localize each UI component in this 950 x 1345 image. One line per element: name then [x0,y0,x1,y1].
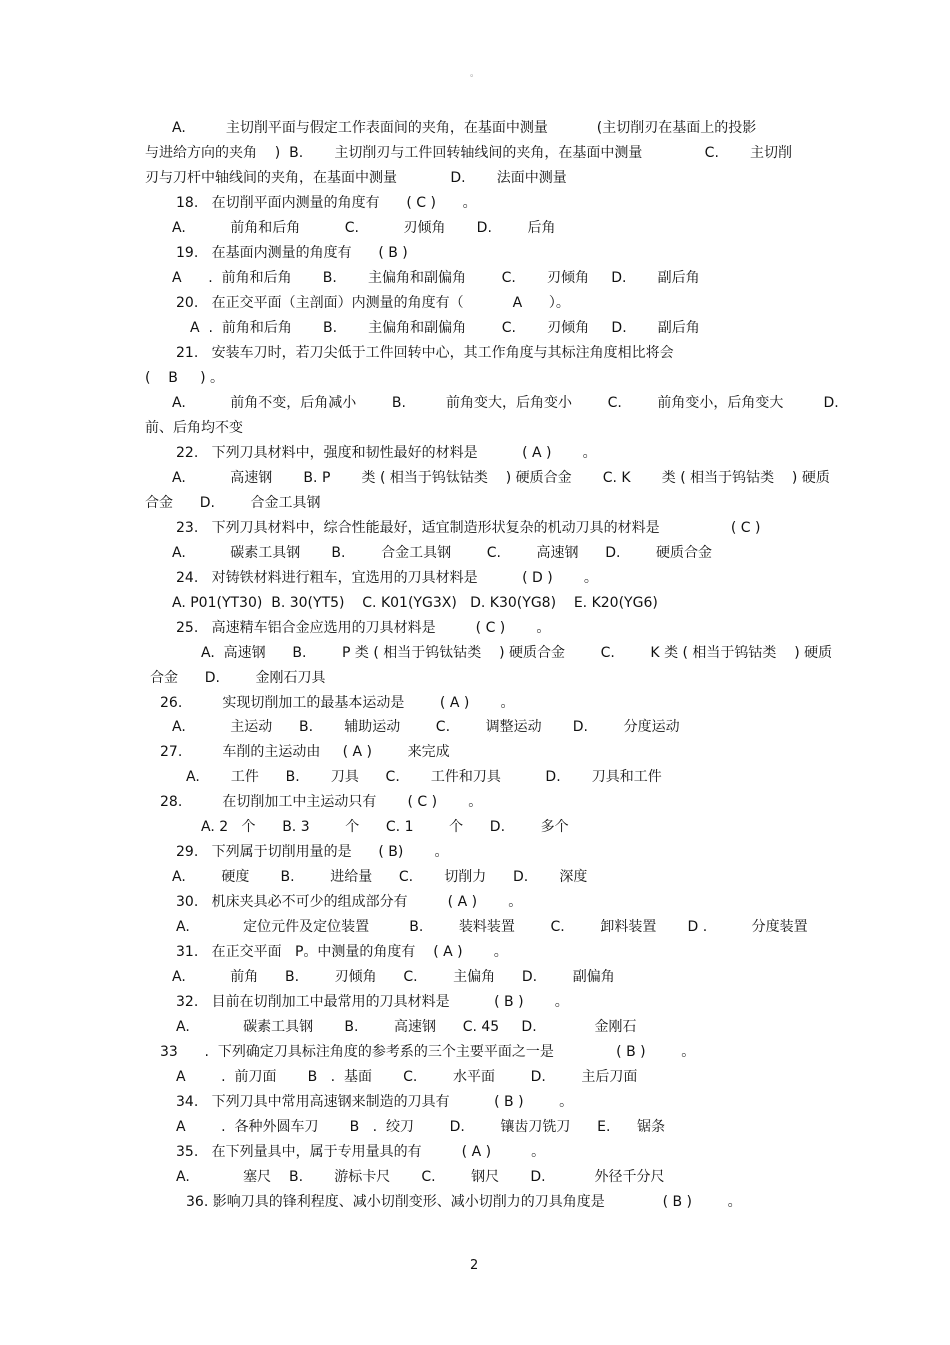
text-line: A. 前角和后角 C. 刃倾角 D. 后角 [172,220,556,236]
text-line: A . 各种外圆车刀 B . 绞刀 D. 镶齿刀铣刀 E. 锯条 [176,1119,666,1135]
text-line: A. 主切削平面与假定工作表面间的夹角，在基面中测量 (主切削刃在基面上的投影 [172,120,757,136]
text-line: 合金 D. 金刚石刀具 [150,670,326,686]
text-line: 合金 D. 合金工具钢 [145,495,321,511]
text-line: A. 2 个 B. 3 个 C. 1 个 D. 多个 [201,819,569,835]
text-line: 30. 机床夹具必不可少的组成部分有 ( A ) 。 [176,894,523,910]
text-line: 20. 在正交平面（主剖面）内测量的角度有（ A ）。 [176,295,570,311]
text-line: A. 高速钢 B. P 类 ( 相当于钨钛钴类 ) 硬质合金 C. K 类 ( 相当于钨钴类 ) 硬质 [201,645,833,661]
text-line: A. 硬度 B. 进给量 C. 切削力 D. 深度 [172,869,588,885]
text-line: 18. 在切削平面内测量的角度有 ( C ) 。 [176,195,477,211]
header-mark: 。 [470,69,480,79]
text-line: 32. 目前在切削加工中最常用的刀具材料是 ( B ) 。 [176,994,569,1010]
text-line: 22. 下列刀具材料中，强度和韧性最好的材料是 ( A ) 。 [176,445,597,461]
text-line: 26. 实现切削加工的最基本运动是 ( A ) 。 [160,695,515,711]
text-line: 与进给方向的夹角 ) B. 主切削刃与工件回转轴线间的夹角，在基面中测量 C. 主切削 [145,145,793,161]
text-line: A . 前角和后角 B. 主偏角和副偏角 C. 刃倾角 D. 副后角 [190,320,700,336]
text-line: 前、后角均不变 [145,420,243,436]
text-line: 19. 在基面内测量的角度有 ( B ) [176,245,408,261]
page-number: 2 [470,1258,479,1273]
text-line: 31. 在正交平面 P。中测量的角度有 ( A ) 。 [176,944,508,960]
text-line: 34. 下列刀具中常用高速钢来制造的刀具有 ( B ) 。 [176,1094,574,1110]
text-line: 23. 下列刀具材料中，综合性能最好，适宜制造形状复杂的机动刀具的材料是 ( C ) [176,520,761,536]
text-line: 25. 高速精车铝合金应选用的刀具材料是 ( C ) 。 [176,620,551,636]
text-line: 33 . 下列确定刀具标注角度的参考系的三个主要平面之一是 ( B ) 。 [160,1044,696,1060]
text-line: A . 前刀面 B . 基面 C. 水平面 D. 主后刀面 [176,1069,638,1085]
text-line: A. P01(YT30) B. 30(YT5) C. K01(YG3X) D. K30(YG8) E. K20(YG6) [172,595,658,611]
text-line: A. 碳素工具钢 B. 合金工具钢 C. 高速钢 D. 硬质合金 [172,545,713,561]
text-line: 29. 下列属于切削用量的是 ( B) 。 [176,844,449,860]
text-line: 27. 车削的主运动由 ( A ) 来完成 [160,744,450,760]
text-line: 35. 在下列量具中，属于专用量具的有 ( A ) 。 [176,1144,546,1160]
text-line: 28. 在切削加工中主运动只有 ( C ) 。 [160,794,483,810]
text-line: A. 塞尺 B. 游标卡尺 C. 钢尺 D. 外径千分尺 [176,1169,665,1185]
text-line: A. 工件 B. 刀具 C. 工件和刀具 D. 刀具和工件 [186,769,662,785]
text-line: 36. 影响刀具的锋利程度、减小切削变形、减小切削力的刀具角度是 ( B ) 。 [186,1194,742,1210]
text-line: 24. 对铸铁材料进行粗车，宜选用的刀具材料是 ( D ) 。 [176,570,598,586]
text-line: 21. 安装车刀时，若刀尖低于工件回转中心，其工作角度与其标注角度相比将会 [176,345,674,361]
text-line: ( B ) 。 [145,370,225,386]
text-line: A. 高速钢 B. P 类 ( 相当于钨钛钴类 ) 硬质合金 C. K 类 ( 相当于钨钴类 ) 硬质 [172,470,830,486]
text-line: A. 碳素工具钢 B. 高速钢 C. 45 D. 金刚石 [176,1019,637,1035]
text-line: A. 前角 B. 刃倾角 C. 主偏角 D. 副偏角 [172,969,615,985]
text-line: A. 定位元件及定位装置 B. 装料装置 C. 卸料装置 D . 分度装置 [176,919,808,935]
text-line: A. 前角不变，后角减小 B. 前角变大，后角变小 C. 前角变小，后角变大 D. [172,395,839,411]
text-line: 刃与刀杆中轴线间的夹角，在基面中测量 D. 法面中测量 [145,170,567,186]
text-line: A . 前角和后角 B. 主偏角和副偏角 C. 刃倾角 D. 副后角 [172,270,700,286]
text-line: A. 主运动 B. 辅助运动 C. 调整运动 D. 分度运动 [172,719,680,735]
